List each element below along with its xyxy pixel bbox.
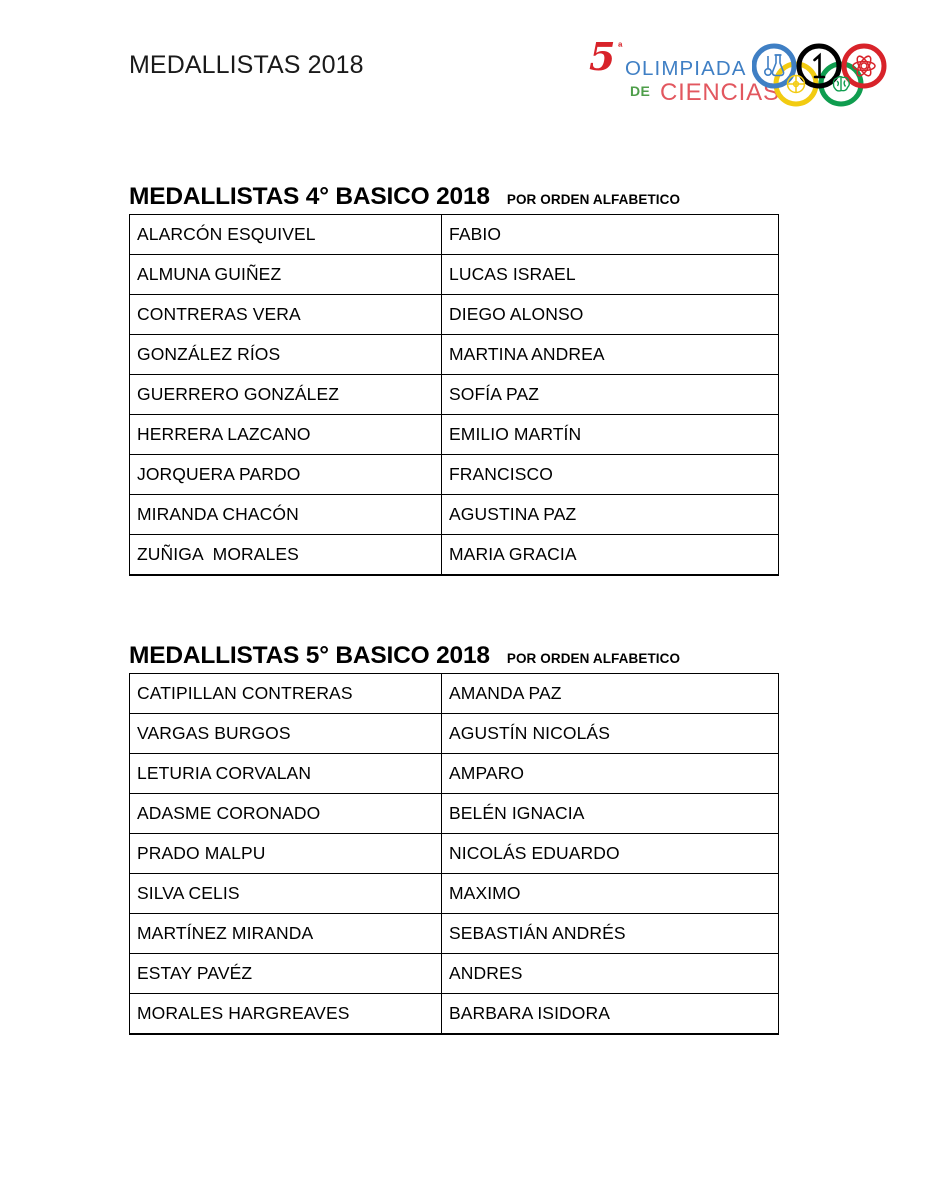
table-row xyxy=(130,295,779,335)
section-heading-sub: POR ORDEN ALFABETICO xyxy=(506,192,681,207)
table-row xyxy=(130,255,779,295)
section-heading xyxy=(129,642,778,672)
cell-last-name: MARTÍNEZ MIRANDA xyxy=(130,914,442,954)
cell-first-name: LUCAS ISRAEL xyxy=(442,255,779,295)
cell-first-name: SEBASTIÁN ANDRÉS xyxy=(442,914,779,954)
olympic-rings xyxy=(752,38,890,110)
table-row xyxy=(130,674,779,714)
medallists-table-5-basico xyxy=(129,673,779,1035)
cell-last-name: ALMUNA GUIÑEZ xyxy=(130,255,442,295)
cell-last-name: LETURIA CORVALAN xyxy=(130,754,442,794)
cell-last-name: ALARCÓN ESQUIVEL xyxy=(130,215,442,255)
table-row xyxy=(130,914,779,954)
logo-word-de: DE xyxy=(630,83,651,99)
section-heading-main: MEDALLISTAS 4° BASICO 2018 xyxy=(129,183,490,210)
table-row xyxy=(130,994,779,1035)
cell-first-name: FRANCISCO xyxy=(442,455,779,495)
document-header xyxy=(0,0,929,130)
cell-last-name: PRADO MALPU xyxy=(130,834,442,874)
cell-last-name: GONZÁLEZ RÍOS xyxy=(130,335,442,375)
cell-first-name: MARTINA ANDREA xyxy=(442,335,779,375)
cell-last-name: GUERRERO GONZÁLEZ xyxy=(130,375,442,415)
cell-last-name: HERRERA LAZCANO xyxy=(130,415,442,455)
cell-last-name: VARGAS BURGOS xyxy=(130,714,442,754)
cell-first-name: NICOLÁS EDUARDO xyxy=(442,834,779,874)
cell-last-name: CATIPILLAN CONTRERAS xyxy=(130,674,442,714)
logo-word-olimpiada: OLIMPIADA xyxy=(625,57,747,80)
cell-last-name: ZUÑIGA MORALES xyxy=(130,535,442,576)
section-heading-sub: POR ORDEN ALFABETICO xyxy=(506,651,681,666)
page-title: MEDALLISTAS 2018 xyxy=(129,51,364,79)
table-row xyxy=(130,415,779,455)
brain-icon xyxy=(833,77,849,91)
cell-first-name: ANDRES xyxy=(442,954,779,994)
cell-last-name: ESTAY PAVÉZ xyxy=(130,954,442,994)
medallists-section-4-basico xyxy=(129,183,778,576)
table-row xyxy=(130,215,779,255)
section-heading-main: MEDALLISTAS 5° BASICO 2018 xyxy=(129,642,490,669)
medallists-table-4-basico xyxy=(129,214,779,576)
table-row xyxy=(130,535,779,576)
table-row xyxy=(130,874,779,914)
cell-last-name: MORALES HARGREAVES xyxy=(130,994,442,1035)
olimpiada-de-ciencias-logo xyxy=(588,36,890,112)
table-row xyxy=(130,335,779,375)
cell-first-name: BELÉN IGNACIA xyxy=(442,794,779,834)
logo-word-ciencias: CIENCIAS xyxy=(660,79,780,106)
table-row xyxy=(130,794,779,834)
table-row xyxy=(130,834,779,874)
cell-first-name: DIEGO ALONSO xyxy=(442,295,779,335)
cell-first-name: FABIO xyxy=(442,215,779,255)
logo-edition-ordinal: ª xyxy=(618,40,623,54)
cell-first-name: BARBARA ISIDORA xyxy=(442,994,779,1035)
cell-last-name: MIRANDA CHACÓN xyxy=(130,495,442,535)
cell-first-name: EMILIO MARTÍN xyxy=(442,415,779,455)
table-row xyxy=(130,954,779,994)
table-row xyxy=(130,455,779,495)
logo-edition-number: 5 xyxy=(589,34,616,79)
cell-last-name: SILVA CELIS xyxy=(130,874,442,914)
circuit-icon xyxy=(788,76,805,93)
cell-first-name: AMPARO xyxy=(442,754,779,794)
cell-first-name: AGUSTINA PAZ xyxy=(442,495,779,535)
cell-first-name: AMANDA PAZ xyxy=(442,674,779,714)
cell-last-name: JORQUERA PARDO xyxy=(130,455,442,495)
table-row xyxy=(130,754,779,794)
cell-last-name: ADASME CORONADO xyxy=(130,794,442,834)
table-row xyxy=(130,495,779,535)
cell-first-name: AGUSTÍN NICOLÁS xyxy=(442,714,779,754)
logo-wordmark xyxy=(588,34,780,112)
section-heading xyxy=(129,183,778,213)
table-row xyxy=(130,375,779,415)
cell-last-name: CONTRERAS VERA xyxy=(130,295,442,335)
medallists-section-5-basico xyxy=(129,642,778,1035)
table-row xyxy=(130,714,779,754)
cell-first-name: MAXIMO xyxy=(442,874,779,914)
cell-first-name: SOFÍA PAZ xyxy=(442,375,779,415)
cell-first-name: MARIA GRACIA xyxy=(442,535,779,576)
